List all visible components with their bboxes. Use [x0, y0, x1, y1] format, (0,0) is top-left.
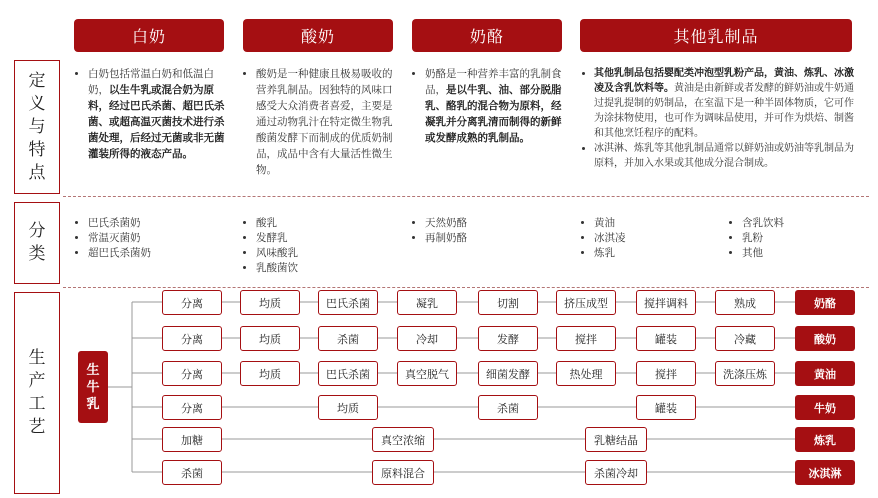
definition-yogurt: • 酸奶是一种健康且极易吸收的营养乳制品。因独特的风味口感受大众消费者喜爱，主要是通过动物乳汁在特定微生物乳酸菌发酵下而制成的优质奶制品，成品中含有大量活性微生物。 — [244, 66, 396, 178]
category-yogurt: • 酸乳 • 发酵乳 • 风味酸乳 • 乳酸菌饮 — [244, 216, 298, 276]
product-milk: 牛奶 — [795, 395, 855, 420]
category-white-milk: • 巴氏杀菌奶 • 常温灭菌奶 • 超巴氏杀菌奶 — [76, 216, 151, 261]
step-milk-4: 罐装 — [636, 395, 696, 420]
step-butter-8: 洗涤压炼 — [715, 361, 775, 386]
product-condensed-milk: 炼乳 — [795, 427, 855, 452]
step-yogurt-8: 冷藏 — [715, 326, 775, 351]
step-yogurt-2: 均质 — [240, 326, 300, 351]
step-condensed-2: 真空浓缩 — [372, 427, 434, 452]
header-yogurt: 酸奶 — [243, 19, 393, 52]
step-yogurt-6: 搅拌 — [556, 326, 616, 351]
step-cheese-3: 巴氏杀菌 — [318, 290, 378, 315]
definition-white-milk: • 白奶包括常温白奶和低温白奶，以生牛乳或混合奶为原料，经过巴氏杀菌、超巴氏杀菌、或超高温灭菌技术进行杀菌处理，后经过无菌或非无菌灌装所得的液态产品。 — [76, 66, 226, 162]
step-cheese-5: 切割 — [478, 290, 538, 315]
step-milk-1: 分离 — [162, 395, 222, 420]
step-cheese-6: 挤压成型 — [556, 290, 616, 315]
header-cheese: 奶酪 — [412, 19, 562, 52]
step-cheese-2: 均质 — [240, 290, 300, 315]
product-yogurt: 酸奶 — [795, 326, 855, 351]
step-butter-6: 热处理 — [556, 361, 616, 386]
category-other-a: • 黄油 • 冰淇凌 • 炼乳 — [582, 216, 626, 261]
step-milk-3: 杀菌 — [478, 395, 538, 420]
step-yogurt-5: 发酵 — [478, 326, 538, 351]
step-butter-7: 搅拌 — [636, 361, 696, 386]
step-condensed-1: 加糖 — [162, 427, 222, 452]
row-label-process: 生产工艺 — [14, 292, 60, 494]
step-butter-2: 均质 — [240, 361, 300, 386]
product-butter: 黄油 — [795, 361, 855, 386]
step-cheese-7: 搅拌调料 — [636, 290, 696, 315]
step-cheese-1: 分离 — [162, 290, 222, 315]
step-butter-3: 巴氏杀菌 — [318, 361, 378, 386]
step-yogurt-7: 罐装 — [636, 326, 696, 351]
product-cheese: 奶酪 — [795, 290, 855, 315]
step-condensed-3: 乳糖结晶 — [585, 427, 647, 452]
step-cheese-4: 凝乳 — [397, 290, 457, 315]
row-label-category: 分类 — [14, 202, 60, 284]
product-ice-cream: 冰淇淋 — [795, 460, 855, 485]
definition-other: • 其他乳制品包括婴配类冲泡型乳粉产品，黄油、炼乳、冰激凌及含乳饮料等。黄油是由新鲜或者发酵的鲜奶油或牛奶通过提乳提制的奶制品，在室温下是一种半固体物质，它可作为涂抹物使用，也可作为调味品使用，并可作为烘焙、制酱和其他烹饪程序的配料。 • 冰淇淋、炼乳等其他乳制品通常以鲜奶油或奶油等乳制品为原料，并加入水果或其他成分混合制成。 — [582, 66, 854, 171]
step-butter-1: 分离 — [162, 361, 222, 386]
step-icecream-1: 杀菌 — [162, 460, 222, 485]
step-icecream-2: 原料混合 — [372, 460, 434, 485]
header-other-dairy: 其他乳制品 — [580, 19, 852, 52]
step-icecream-3: 杀菌冷却 — [585, 460, 647, 485]
step-butter-5: 细菌发酵 — [478, 361, 538, 386]
step-yogurt-1: 分离 — [162, 326, 222, 351]
row-label-definition: 定义与特点 — [14, 60, 60, 194]
step-yogurt-3: 杀菌 — [318, 326, 378, 351]
definition-cheese: • 奶酪是一种营养丰富的乳制食品，是以牛乳、油、部分脱脂乳、酪乳的混合物为原料，经凝乳并分离乳清而制得的新鲜或发酵成熟的乳制品。 — [413, 66, 563, 146]
step-cheese-8: 熟成 — [715, 290, 775, 315]
step-milk-2: 均质 — [318, 395, 378, 420]
category-other-b: • 含乳饮料 • 乳粉 • 其他 — [730, 216, 784, 261]
step-yogurt-4: 冷却 — [397, 326, 457, 351]
header-white-milk: 白奶 — [74, 19, 224, 52]
step-butter-4: 真空脱气 — [397, 361, 457, 386]
raw-milk-source: 生牛乳 — [78, 351, 108, 423]
category-cheese: • 天然奶酪 • 再制奶酪 — [413, 216, 467, 246]
